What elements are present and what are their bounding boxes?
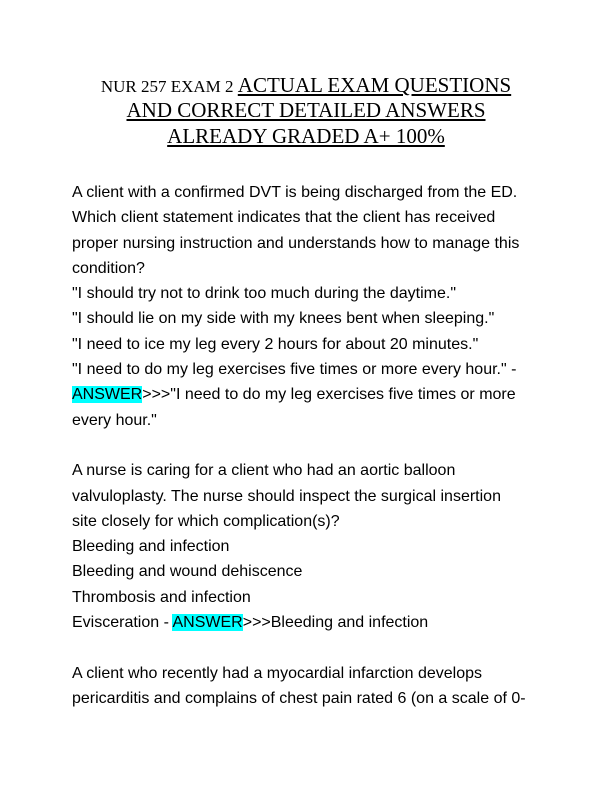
question-2-line: site closely for which complication(s)? xyxy=(72,512,340,530)
question-2-option: Thrombosis and infection xyxy=(72,588,251,606)
answer-text: >>>"I need to do my leg exercises five times or more xyxy=(142,386,516,404)
title-course-code: NUR 257 EXAM 2 xyxy=(100,77,238,96)
question-1-line: proper nursing instruction and understands how to manage this xyxy=(72,234,520,252)
question-2-option: Bleeding and wound dehiscence xyxy=(72,563,303,581)
title-part-2: AND CORRECT DETAILED ANSWERS xyxy=(126,98,486,123)
question-2-last-option: Evisceration - xyxy=(72,614,173,632)
paragraph-gap xyxy=(72,635,572,660)
paragraph-gap xyxy=(72,433,572,458)
title-line-3 xyxy=(60,123,552,148)
answer-highlight: ANSWER xyxy=(172,614,243,632)
answer-highlight: ANSWER xyxy=(72,386,143,404)
title-line-1 xyxy=(60,72,552,97)
question-1-option: "I need to ice my leg every 2 hours for about 20 minutes." xyxy=(72,335,479,353)
document-title xyxy=(60,72,552,148)
question-block-3 xyxy=(72,661,572,712)
question-1-option: "I need to do my leg exercises five times or more every hour." - xyxy=(72,361,517,379)
question-1-option: "I should lie on my side with my knees bent when sleeping." xyxy=(72,310,495,328)
question-2-option: Bleeding and infection xyxy=(72,538,230,556)
question-1-line: A client with a confirmed DVT is being discharged from the ED. xyxy=(72,184,518,201)
title-part-1: ACTUAL EXAM QUESTIONS xyxy=(237,73,512,97)
question-3-line: pericarditis and complains of chest pain rated 6 (on a scale of 0- xyxy=(72,689,526,707)
question-3-line: A client who recently had a myocardial infarction develops xyxy=(72,664,482,682)
document-body xyxy=(72,180,572,711)
question-2-line: A nurse is caring for a client who had an aortic balloon xyxy=(72,462,456,480)
question-2-answer xyxy=(72,610,572,635)
question-block-1 xyxy=(72,180,572,433)
question-1-answer-cont: every hour." xyxy=(72,411,157,429)
question-1-line: Which client statement indicates that the client has received xyxy=(72,209,496,227)
question-1-line: condition? xyxy=(72,259,145,277)
question-block-2 xyxy=(72,458,572,635)
question-1-option: "I should try not to drink too much during the daytime." xyxy=(72,285,456,303)
answer-text: >>>Bleeding and infection xyxy=(242,614,429,632)
question-1-answer xyxy=(72,382,572,407)
title-part-3: ALREADY GRADED A+ 100% xyxy=(167,123,445,148)
title-line-2 xyxy=(60,97,552,122)
question-2-line: valvuloplasty. The nurse should inspect the surgical insertion xyxy=(72,487,501,505)
